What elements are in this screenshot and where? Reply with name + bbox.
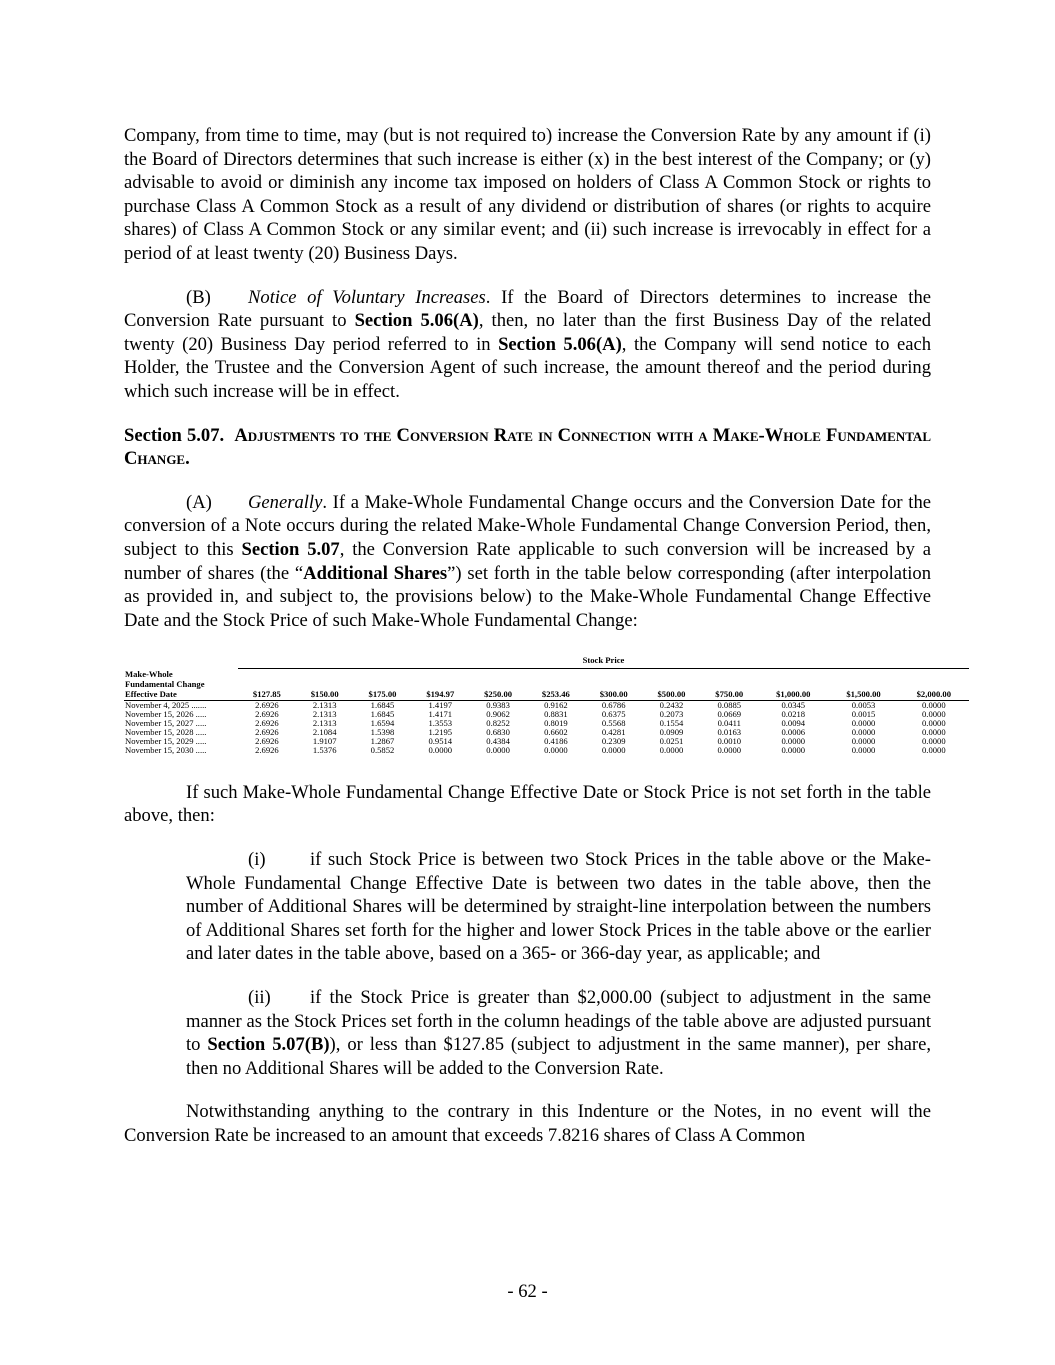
paragraph-b-title: Notice of Voluntary Increases	[248, 286, 486, 308]
effective-date-cell: November 15, 2028 .....	[125, 726, 207, 737]
stock-price-column-header: $1,500.00	[828, 669, 898, 701]
paragraph-b	[124, 286, 931, 404]
additional-shares-cell: 0.0163	[717, 726, 742, 737]
effective-date-cell: November 4, 2025 .......	[125, 699, 207, 710]
additional-shares-cell: 0.0015	[851, 708, 876, 719]
additional-shares-cell: 0.0000	[922, 726, 946, 737]
stock-price-column-header: $300.00	[585, 669, 643, 701]
paragraph-a-defined-term: Additional Shares	[303, 562, 448, 584]
effective-date-cell: November 15, 2029 .....	[125, 735, 207, 746]
document-page	[124, 124, 951, 1148]
additional-shares-cell: 1.3553	[428, 717, 453, 728]
make-whole-table-wrapper	[124, 655, 951, 755]
row-header-line-3: Effective Date	[125, 688, 177, 699]
section-title: Adjustments to the Conversion Rate in Connection with a Make-Whole Fundamental Change.	[124, 424, 931, 470]
additional-shares-cell: 0.4186	[544, 735, 568, 746]
additional-shares-cell: 0.0006	[781, 726, 806, 737]
table-body	[124, 700, 969, 755]
paragraph-a-marker: (A)	[186, 491, 212, 513]
clause-i-text: if such Stock Price is between two Stock Prices in the table above or the Make-Whole Fundamental Change Effective Date is between two dates in the table above, then the number of Additional Shares will be determined by straight-line interpolation between the numbers of Additional Shares set forth for the higher and lower Stock Prices in the table above or the earlier and later dates in the table above, based on a 365- or 366-day year, as applicable; and	[186, 848, 931, 965]
additional-shares-cell: 0.8831	[544, 708, 568, 719]
stock-price-column-header: $1,000.00	[758, 669, 828, 701]
additional-shares-cell: 0.2432	[659, 699, 684, 710]
paragraph-b-ref-2: Section 5.06(A)	[498, 333, 622, 355]
additional-shares-cell: 0.2309	[601, 735, 626, 746]
additional-shares-cell: 0.0000	[922, 744, 946, 755]
paragraph-a	[124, 491, 931, 633]
table-row	[124, 746, 969, 755]
additional-shares-cell: 2.1313	[312, 708, 337, 719]
additional-shares-cell: 0.6786	[601, 699, 626, 710]
paragraph-b-ref-1: Section 5.06(A)	[354, 310, 479, 332]
stock-price-column-header: $250.00	[469, 669, 527, 701]
additional-shares-cell: 2.6926	[255, 699, 279, 710]
additional-shares-cell: 0.9062	[486, 708, 510, 719]
clause-ii-text-1: if the Stock Price is greater than $2,000.00 (subject to adjustment in the same manner as the Stock Prices set forth in the column headings of the table above are adjusted pursuant to	[186, 986, 931, 1056]
additional-shares-cell: 1.4171	[428, 708, 453, 719]
additional-shares-cell: 0.5568	[601, 717, 626, 728]
additional-shares-cell: 0.9383	[486, 699, 510, 710]
additional-shares-cell: 0.0000	[851, 726, 876, 737]
additional-shares-cell: 0.4384	[486, 735, 510, 746]
paragraph-b-marker: (B)	[186, 286, 211, 308]
additional-shares-cell: 1.4197	[428, 699, 453, 710]
clause-ii	[186, 986, 931, 1080]
stock-price-column-header: $194.97	[411, 669, 469, 701]
additional-shares-cell: 0.0218	[781, 708, 806, 719]
paragraph-a-ref-1: Section 5.07	[241, 538, 340, 560]
additional-shares-cell: 1.2195	[428, 726, 453, 737]
page-number: - 62 -	[507, 1281, 548, 1302]
additional-shares-cell: 0.0000	[851, 717, 876, 728]
paragraph-continuation: Company, from time to time, may (but is not required to) increase the Conversion Rate by any amount if (i) the Board of Directors determines that such increase is either (x) in the best interest of the Company; or (y) advisable to avoid or diminish any income tax imposed on holders of Class A Common Stock or rights to purchase Class A Common Stock as a result of any dividend or distribution of shares (or rights to acquire shares) of Class A Common Stock or any similar event; and (ii) such increase is irrevocably in effect for a period of at least twenty (20) Business Days.	[124, 125, 931, 264]
additional-shares-cell: 0.0000	[922, 699, 946, 710]
additional-shares-cell: 1.2867	[370, 735, 395, 746]
stock-price-column-header: $750.00	[700, 669, 758, 701]
stock-price-column-header: $2,000.00	[899, 669, 969, 701]
paragraph-a-text-3: ”) set forth in the table below corresponding (after interpolation as provided in, and subject to, the provisions below) to the Make-Whole Fundamental Change Effective Date and the Stock Price of such Make-Whole Fundamental Change:	[124, 562, 931, 631]
clause-i-marker: (i)	[248, 848, 266, 870]
additional-shares-cell: 1.5398	[370, 726, 395, 737]
stock-price-column-header: $127.85	[238, 669, 296, 701]
row-header-line-1: Make-Whole	[125, 668, 173, 679]
clause-i	[186, 848, 931, 966]
make-whole-table	[124, 656, 969, 755]
table-corner	[124, 656, 238, 669]
additional-shares-cell: 1.6845	[370, 699, 395, 710]
additional-shares-cell: 0.6830	[486, 726, 510, 737]
row-header	[124, 669, 238, 701]
additional-shares-cell: 2.1313	[312, 717, 337, 728]
additional-shares-cell: 2.6926	[255, 708, 279, 719]
stock-price-column-header: $175.00	[354, 669, 412, 701]
additional-shares-cell: 2.6926	[255, 735, 279, 746]
additional-shares-cell: 0.9514	[428, 735, 453, 746]
clause-ii-ref: Section 5.07(B)	[207, 1034, 330, 1056]
additional-shares-cell: 1.6594	[370, 717, 395, 728]
clause-ii-text-2: ), or less than $127.85 (subject to adjustment in the same manner), per share, then no Additional Shares will be added to the Conversion Rate.	[186, 1034, 931, 1079]
additional-shares-cell: 0.0669	[717, 708, 742, 719]
additional-shares-cell: 2.6926	[255, 744, 279, 755]
additional-shares-cell: 0.0000	[851, 735, 876, 746]
additional-shares-cell: 0.0411	[717, 717, 741, 728]
additional-shares-cell: 0.0000	[781, 735, 806, 746]
additional-shares-cell: 1.6845	[370, 708, 395, 719]
additional-shares-cell: 0.0094	[781, 717, 806, 728]
paragraph-a-text-1: . If a Make-Whole Fundamental Change occurs and the Conversion Date for the conversion of a Note occurs during the related Make-Whole Fundamental Change Conversion Period, then, subject to this	[124, 491, 931, 560]
additional-shares-cell: 0.0251	[659, 735, 684, 746]
additional-shares-cell: 0.8019	[544, 717, 568, 728]
additional-shares-cell: 2.6926	[255, 717, 279, 728]
additional-shares-cell: 1.5376	[312, 744, 337, 755]
additional-shares-cell: 0.4281	[601, 726, 626, 737]
stock-price-column-header: $253.46	[527, 669, 585, 701]
additional-shares-cell: 2.6926	[255, 726, 279, 737]
additional-shares-cell: 0.0000	[659, 744, 684, 755]
additional-shares-cell: 0.0000	[486, 744, 510, 755]
clause-ii-marker: (ii)	[248, 986, 271, 1008]
paragraph-notwithstanding: Notwithstanding anything to the contrary in this Indenture or the Notes, in no event will the Conversion Rate be increased to an amount that exceeds 7.8216 shares of Class A Common	[124, 1101, 931, 1146]
effective-date-cell: November 15, 2030 .....	[125, 744, 207, 755]
additional-shares-cell: 0.6375	[601, 708, 626, 719]
additional-shares-cell: 2.1313	[312, 699, 337, 710]
additional-shares-cell: 0.0000	[544, 744, 568, 755]
additional-shares-cell: 0.0000	[922, 717, 946, 728]
additional-shares-cell: 0.0000	[717, 744, 742, 755]
additional-shares-cell: 0.0000	[428, 744, 453, 755]
additional-shares-cell: 0.5852	[370, 744, 395, 755]
stock-price-header: Stock Price	[238, 656, 969, 669]
effective-date-cell: November 15, 2027 .....	[125, 717, 207, 728]
additional-shares-cell: 0.1554	[659, 717, 684, 728]
additional-shares-cell: 0.2073	[659, 708, 684, 719]
additional-shares-cell: 0.0345	[781, 699, 806, 710]
additional-shares-cell: 0.0010	[717, 735, 742, 746]
additional-shares-cell: 0.0053	[851, 699, 876, 710]
paragraph-b-text-3: , the Company will send notice to each Holder, the Trustee and the Conversion Agent of such increase, the amount thereof and the period during which such increase will be in effect.	[124, 333, 932, 402]
additional-shares-cell: 1.9107	[312, 735, 337, 746]
stock-price-column-header: $500.00	[643, 669, 701, 701]
additional-shares-cell: 0.0000	[781, 744, 806, 755]
additional-shares-cell: 0.0000	[601, 744, 626, 755]
stock-price-column-header: $150.00	[296, 669, 354, 701]
paragraph-b-text-2: , then, no later than the first Business Day of the related twenty (20) Business Day period referred to in	[124, 310, 931, 355]
additional-shares-cell: 2.1084	[312, 726, 337, 737]
section-heading	[124, 424, 931, 471]
section-number: Section 5.07.	[124, 424, 225, 446]
additional-shares-cell: 0.0000	[851, 744, 876, 755]
additional-shares-cell: 0.6602	[544, 726, 568, 737]
additional-shares-cell: 0.8252	[486, 717, 510, 728]
paragraph-if: If such Make-Whole Fundamental Change Effective Date or Stock Price is not set forth in the table above, then:	[124, 781, 931, 827]
additional-shares-cell: 0.0000	[922, 708, 946, 719]
paragraph-b-text-1: . If the Board of Directors determines to increase the Conversion Rate pursuant to	[124, 286, 932, 332]
additional-shares-cell: 0.9162	[544, 699, 568, 710]
additional-shares-cell: 0.0909	[659, 726, 684, 737]
additional-shares-cell: 0.0885	[717, 699, 742, 710]
paragraph-a-title: Generally	[248, 491, 323, 513]
paragraph-a-text-2: , the Conversion Rate applicable to such conversion will be increased by a number of shares (the “	[124, 538, 931, 584]
additional-shares-cell: 0.0000	[922, 735, 946, 746]
effective-date-cell: November 15, 2026 .....	[125, 708, 207, 719]
row-header-line-2: Fundamental Change	[125, 678, 205, 689]
